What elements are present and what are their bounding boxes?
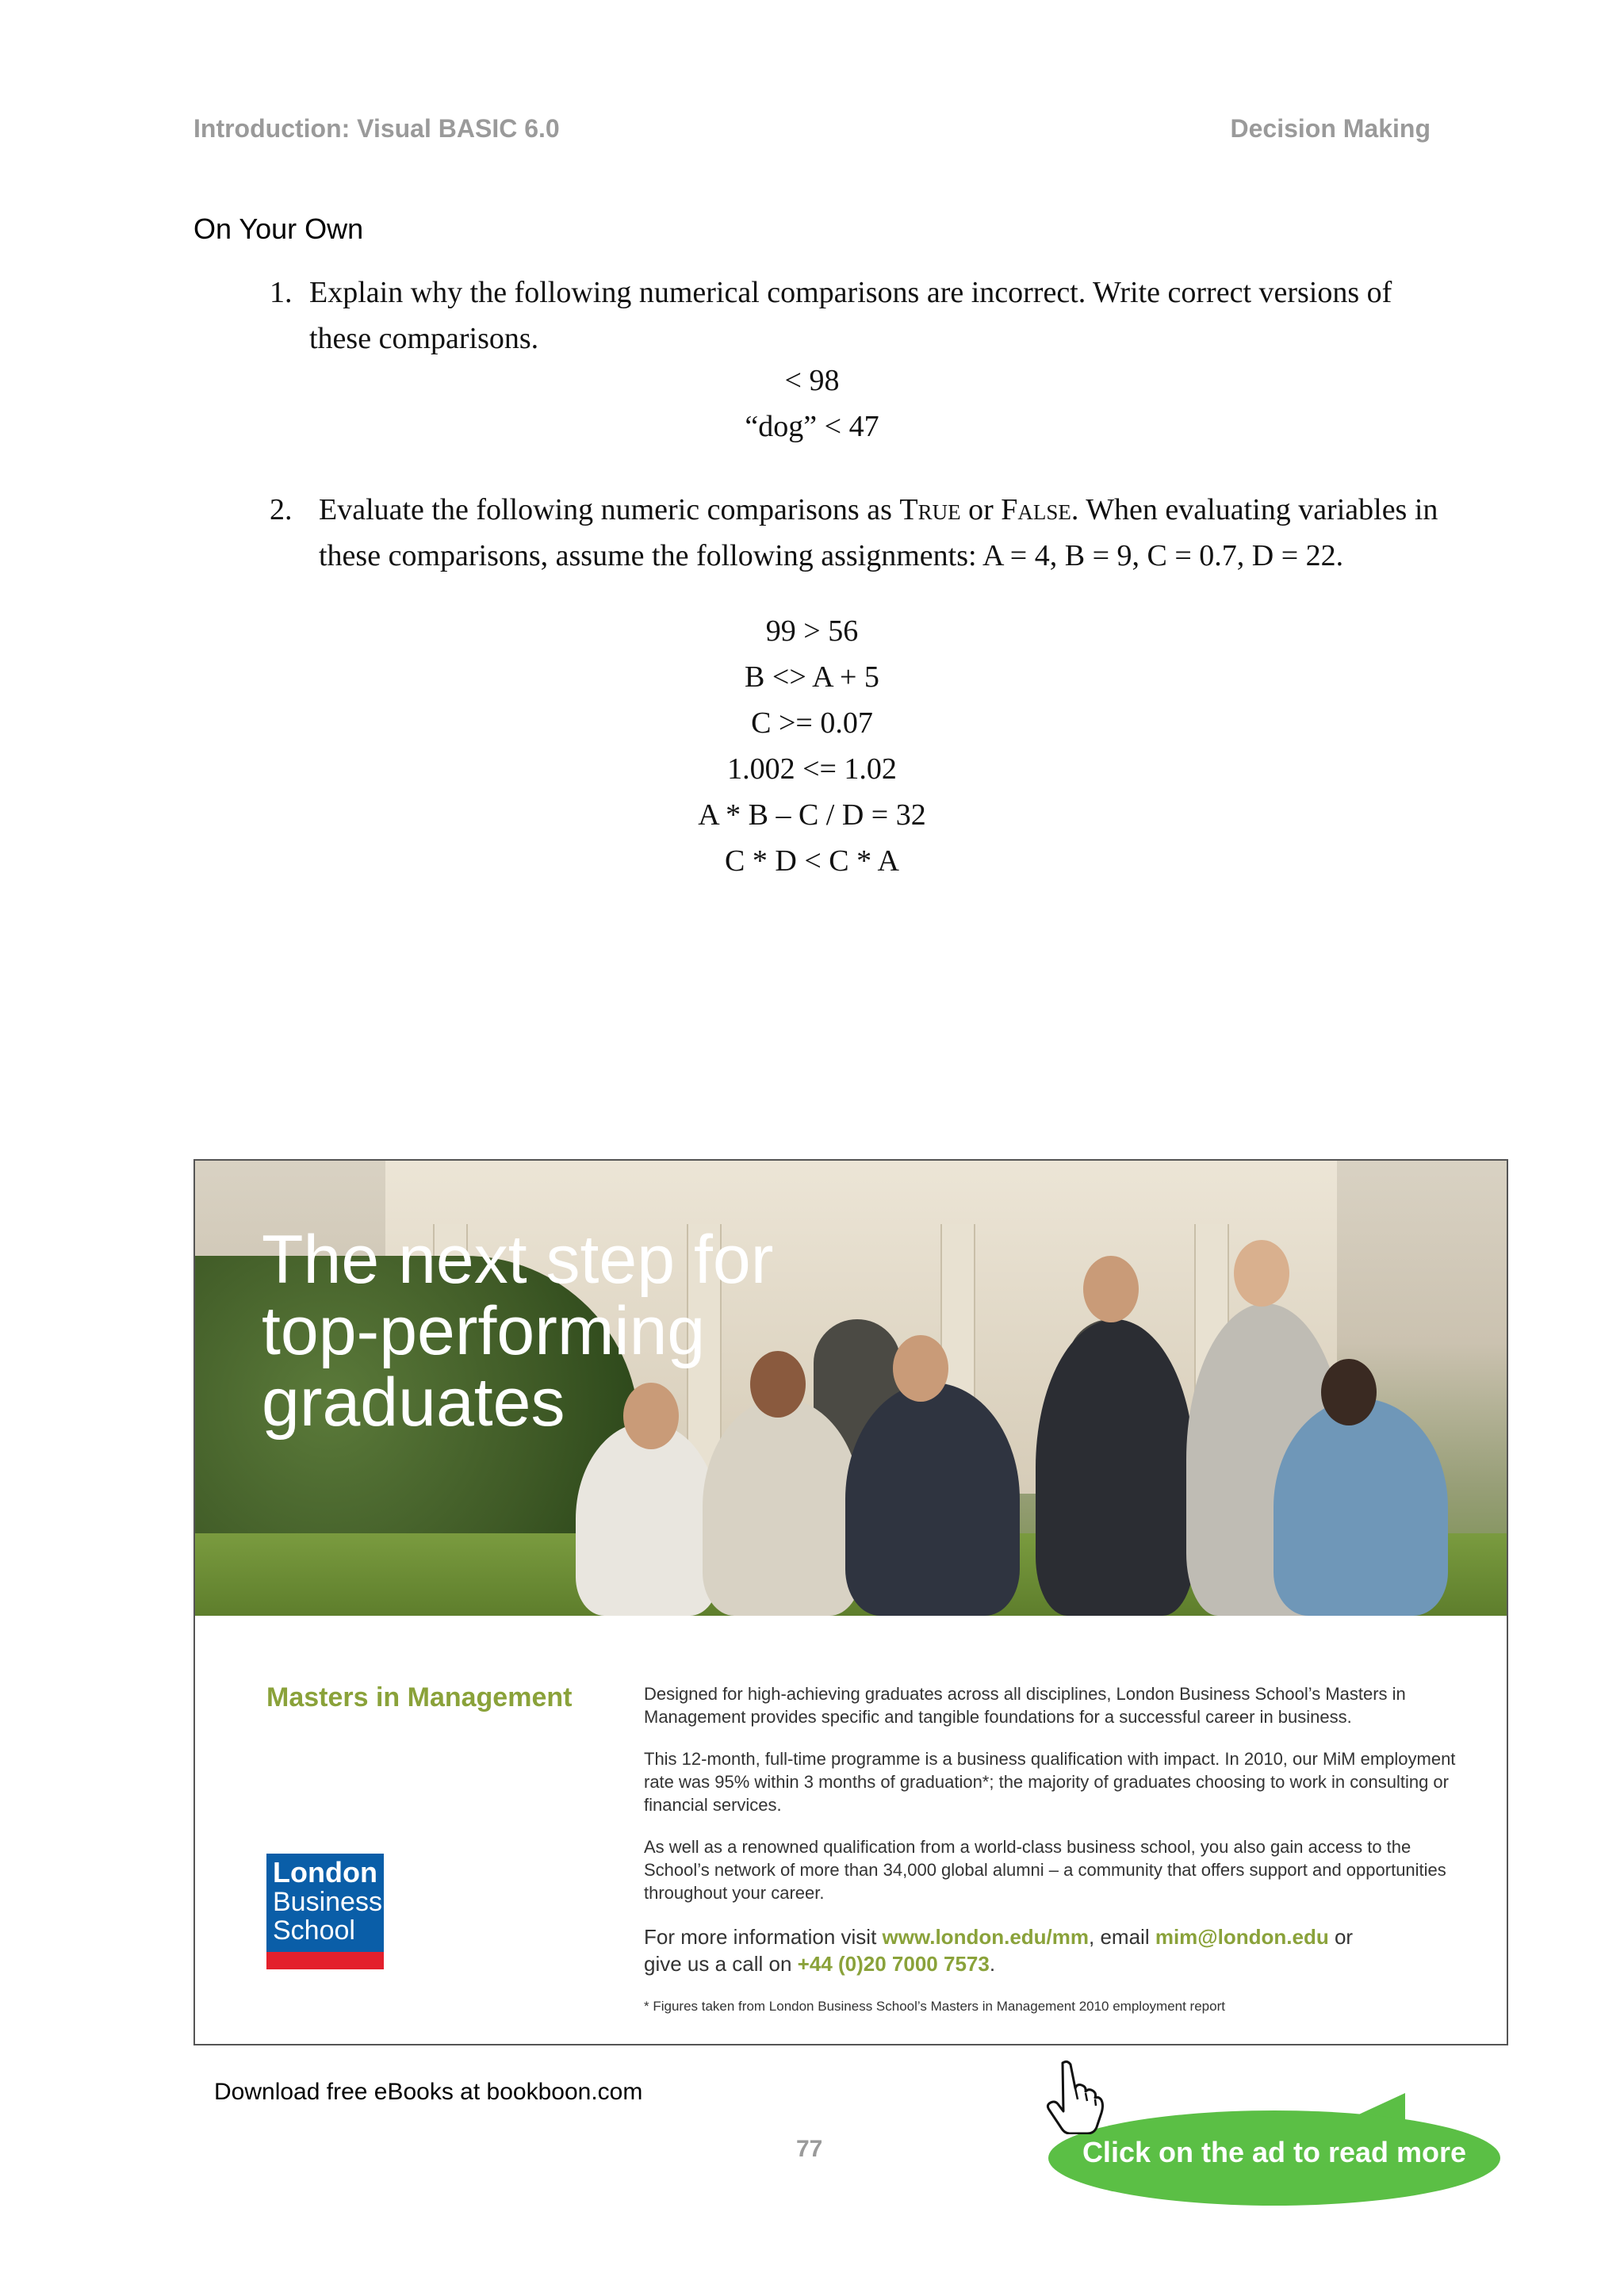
comparison-line: “dog” < 47 bbox=[745, 410, 879, 443]
comparison-line: 99 > 56 bbox=[765, 614, 859, 648]
contact-text: , email bbox=[1089, 1925, 1155, 1949]
ad-paragraph: Designed for high-achieving graduates across all disciplines, London Business School’s Masters in Management provides specific and tangible foundations for a successful career in business. bbox=[644, 1684, 1406, 1727]
person-head bbox=[893, 1335, 948, 1402]
ad-paragraph: As well as a renowned qualification from a world-class business school, you also gain access to the School’s network of more than 34,000 global alumni – a community that offers support and opportunities throughout your career. bbox=[644, 1837, 1446, 1903]
comparison-line: A * B – C / D = 32 bbox=[698, 798, 926, 832]
question-1 bbox=[270, 270, 1443, 362]
person-head bbox=[1234, 1240, 1289, 1307]
logo-text: London bbox=[273, 1856, 377, 1888]
comparison-line: < 98 bbox=[784, 364, 840, 397]
contact-text: For more information visit bbox=[644, 1925, 883, 1949]
page-number: 77 bbox=[796, 2136, 823, 2162]
comparison-line: C * D < C * A bbox=[725, 844, 899, 878]
ad-headline-line: The next step for bbox=[262, 1222, 774, 1298]
email-link[interactable]: mim@london.edu bbox=[1155, 1925, 1329, 1949]
ad-headline-line: graduates bbox=[262, 1364, 565, 1441]
website-link[interactable]: www.london.edu/mm bbox=[882, 1925, 1090, 1949]
comparison-line: C >= 0.07 bbox=[751, 706, 873, 740]
section-title: On Your Own bbox=[193, 212, 364, 245]
person-head bbox=[1083, 1256, 1139, 1322]
contact-text: give us a call on bbox=[644, 1952, 798, 1976]
question-text-part: Evaluate the following numeric comparisons as bbox=[319, 493, 900, 526]
ad-copy bbox=[644, 1682, 1469, 2018]
question-number: 1. bbox=[270, 276, 293, 309]
question-text-part: . When evaluating variables in these comparisons, assume the following assignments: A = 4, B = 9, C = 0.7, D = 22. bbox=[319, 493, 1438, 572]
running-header-left: Introduction: Visual BASIC 6.0 bbox=[193, 114, 560, 143]
ad-footnote: * Figures taken from London Business School’s Masters in Management 2010 employment report bbox=[644, 1999, 1225, 2014]
phone-number[interactable]: +44 (0)20 7000 7573 bbox=[797, 1952, 990, 1976]
person-head bbox=[1321, 1359, 1377, 1425]
hand-pointer-icon bbox=[1040, 2058, 1104, 2134]
person-shape bbox=[576, 1422, 718, 1616]
london-business-school-logo[interactable] bbox=[266, 1854, 384, 1969]
contact-text: or bbox=[1328, 1925, 1354, 1949]
logo-text: Business bbox=[273, 1887, 382, 1917]
contact-text: . bbox=[989, 1952, 996, 1976]
true-keyword: True bbox=[899, 493, 961, 526]
question-number: 2. bbox=[270, 493, 293, 526]
false-keyword: False bbox=[1001, 493, 1071, 526]
person-shape bbox=[845, 1383, 1020, 1616]
comparison-line: B <> A + 5 bbox=[745, 660, 879, 694]
logo-text: School bbox=[273, 1915, 355, 1946]
question-text: Explain why the following numerical comparisons are incorrect. Write correct versions of these comparisons. bbox=[309, 276, 1392, 355]
read-more-button[interactable] bbox=[1048, 2093, 1500, 2206]
advertisement[interactable] bbox=[193, 1159, 1508, 2045]
comparison-line: 1.002 <= 1.02 bbox=[727, 752, 897, 786]
logo-red-bar bbox=[266, 1952, 384, 1969]
person-shape bbox=[1274, 1399, 1448, 1616]
ad-headline bbox=[262, 1222, 774, 1441]
program-title: Masters in Management bbox=[266, 1682, 573, 1712]
download-notice[interactable]: Download free eBooks at bookboon.com bbox=[214, 2079, 643, 2105]
question-text-part: or bbox=[960, 493, 1002, 526]
question-2 bbox=[270, 487, 1443, 579]
ad-photo-students[interactable] bbox=[195, 1161, 1507, 1616]
running-header-right: Decision Making bbox=[1230, 114, 1431, 143]
ad-paragraph: This 12-month, full-time programme is a business qualification with impact. In 2010, our MiM employment rate was 95% within 3 months of graduation*; the majority of graduates choosing to work in consulting or financial services. bbox=[644, 1749, 1456, 1815]
contact-info bbox=[644, 1923, 1469, 1977]
read-more-label: Click on the ad to read more bbox=[1082, 2136, 1467, 2168]
ad-details bbox=[195, 1616, 1507, 2044]
question-text bbox=[270, 487, 1443, 579]
person-shape bbox=[1036, 1319, 1194, 1616]
ad-headline-line: top-performing bbox=[262, 1293, 706, 1369]
